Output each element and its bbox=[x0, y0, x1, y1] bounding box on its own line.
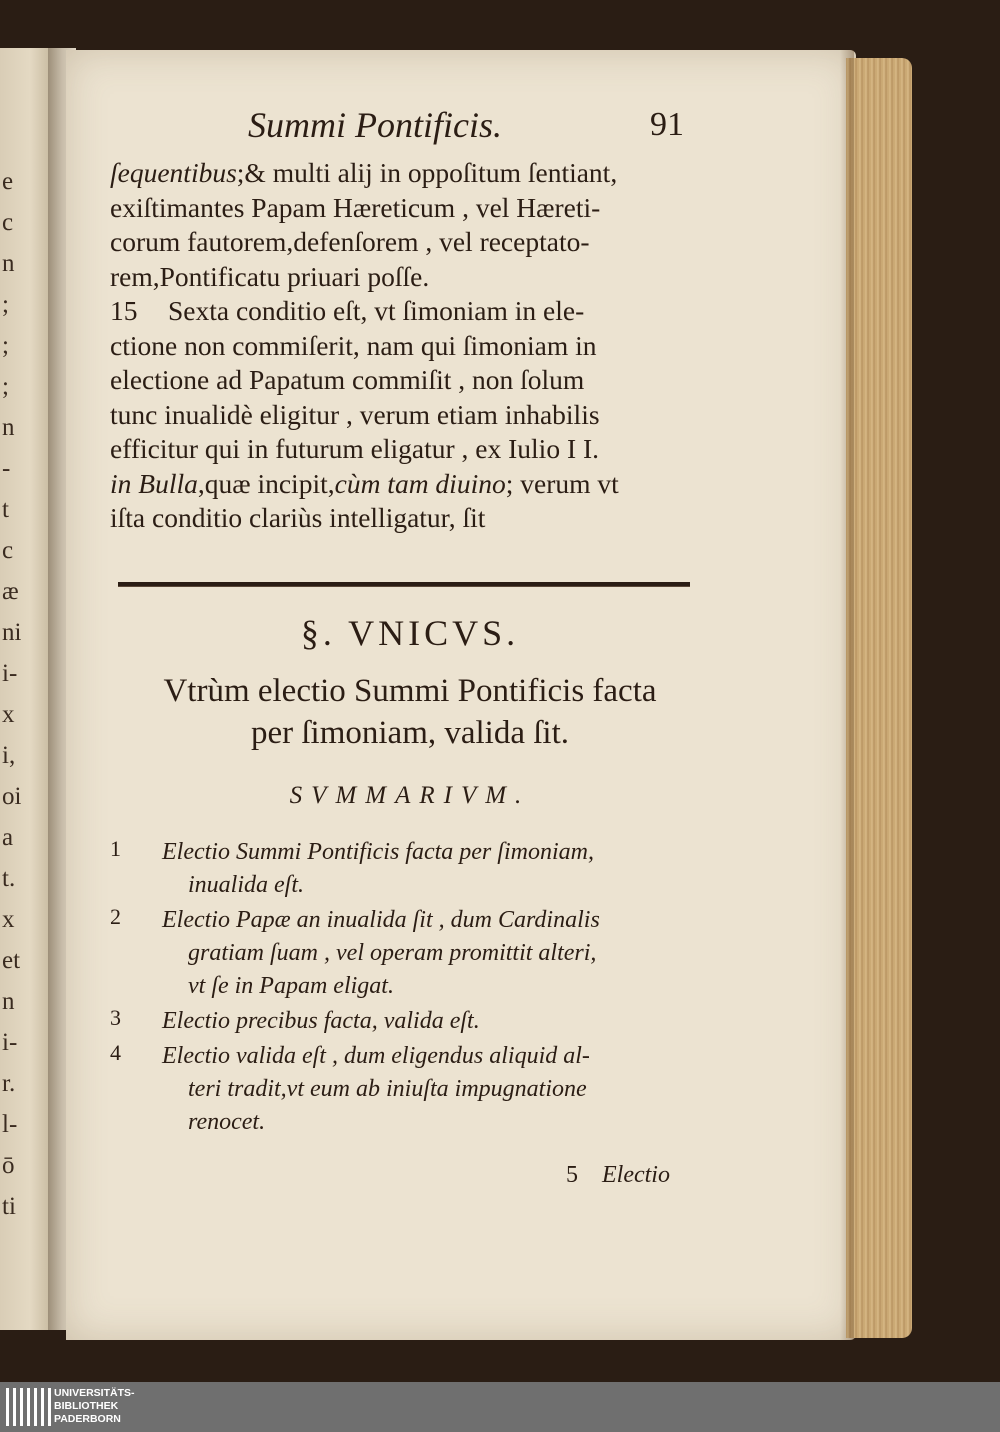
page-edge-shadow bbox=[840, 50, 854, 1340]
logo-line: UNIVERSITÄTS- bbox=[54, 1387, 135, 1399]
left-margin-char: n bbox=[2, 250, 15, 277]
summary-item bbox=[110, 836, 710, 902]
left-margin-char: n bbox=[2, 414, 15, 441]
summary-item-line: gratiam ſuam , vel operam promittit alteri, bbox=[188, 940, 597, 966]
paragraph-number: 15 bbox=[110, 295, 138, 326]
text-run: exiſtimantes Papam Hæreticum , vel Hæreti- bbox=[110, 191, 601, 223]
summary-item bbox=[110, 1040, 710, 1139]
left-margin-char: - bbox=[2, 455, 11, 482]
left-margin-char: e bbox=[2, 168, 14, 195]
text-run: in Bulla bbox=[110, 467, 198, 499]
page-edges bbox=[846, 58, 912, 1338]
text-run: iſta conditio clariùs intelligatur, ſit bbox=[110, 502, 486, 533]
section-title: §. VNICVS. bbox=[300, 613, 520, 653]
text-run: ;& multi alij in oppoſitum ſentiant, bbox=[236, 157, 618, 188]
text-run: ctione non commiſerit, nam qui ſimoniam in bbox=[110, 329, 597, 361]
summary-item-line: inualida eſt. bbox=[188, 872, 304, 898]
left-margin-char: x bbox=[2, 906, 15, 933]
logo-line: BIBLIOTHEK bbox=[54, 1400, 119, 1412]
left-margin-char: oi bbox=[2, 783, 22, 810]
left-margin-char: ; bbox=[2, 291, 9, 318]
body-text bbox=[110, 156, 710, 536]
body-line bbox=[110, 225, 710, 260]
library-logo-icon bbox=[6, 1388, 51, 1426]
summary-item-line: Electio precibus facta, valida eſt. bbox=[162, 1008, 480, 1034]
text-run: ſequentibus bbox=[110, 157, 237, 188]
body-line bbox=[110, 191, 710, 226]
library-logo-text bbox=[54, 1387, 135, 1426]
section-rule bbox=[118, 582, 690, 587]
left-margin-char: t bbox=[2, 496, 9, 523]
text-run: rem,Pontificatu priuari poſſe. bbox=[110, 260, 430, 292]
catchword-word: Electio bbox=[602, 1162, 670, 1188]
section-heading bbox=[110, 670, 710, 754]
body-line bbox=[110, 260, 710, 295]
text-run: ,quæ incipit, bbox=[197, 467, 335, 499]
running-head: Summi Pontificis. bbox=[248, 105, 502, 145]
text-run: electione ad Papatum commiſit , non ſolum bbox=[110, 364, 585, 395]
logo-line: PADERBORN bbox=[54, 1413, 121, 1425]
text-run: cùm tam diuino bbox=[334, 467, 506, 499]
summary-item-line: Electio Papæ an inualida ſit , dum Cardinalis bbox=[162, 907, 600, 933]
text-run: ; verum vt bbox=[505, 467, 619, 499]
left-margin-char: ; bbox=[2, 373, 9, 400]
left-page-edge bbox=[0, 48, 50, 1330]
catchword bbox=[566, 1162, 670, 1189]
summary-item bbox=[110, 904, 710, 1003]
left-margin-char: et bbox=[2, 947, 21, 974]
body-line bbox=[110, 363, 710, 398]
summary-item-line: Electio valida eſt , dum eligendus aliquid al- bbox=[162, 1043, 590, 1069]
left-margin-char: æ bbox=[2, 578, 19, 605]
left-margin-char: n bbox=[2, 988, 15, 1015]
heading-line: Vtrùm electio Summi Pontificis facta bbox=[163, 673, 657, 709]
summary-item-line: vt ſe in Papam eligat. bbox=[188, 973, 394, 999]
left-margin-char: ni bbox=[2, 619, 22, 646]
left-margin-char: t. bbox=[2, 865, 16, 892]
body-line bbox=[110, 156, 710, 191]
body-line bbox=[110, 294, 710, 329]
body-line bbox=[110, 432, 710, 467]
left-margin-char: c bbox=[2, 209, 14, 236]
heading-line: per ſimoniam, valida ſit. bbox=[250, 715, 569, 751]
left-margin-char: i- bbox=[2, 1029, 18, 1056]
left-margin-char: x bbox=[2, 701, 15, 728]
body-line bbox=[110, 398, 710, 433]
summary-item-line: Electio Summi Pontificis facta per ſimoniam, bbox=[162, 839, 594, 865]
body-line bbox=[110, 467, 710, 502]
left-margin-char: ; bbox=[2, 332, 9, 359]
page-text bbox=[110, 104, 710, 536]
text-run: tunc inualidè eligitur , verum etiam inhabilis bbox=[110, 398, 600, 430]
summary-list bbox=[110, 836, 710, 1141]
page-header bbox=[110, 104, 710, 156]
page-number: 91 bbox=[650, 106, 684, 143]
left-margin-char: r. bbox=[2, 1070, 16, 1097]
summary-item-number: 1 bbox=[110, 836, 121, 861]
left-margin-char: a bbox=[2, 824, 14, 851]
left-margin-char: i- bbox=[2, 660, 18, 687]
summary-item-line: renocet. bbox=[188, 1109, 266, 1135]
body-line bbox=[110, 501, 710, 536]
summarium-label: SVMMARIVM. bbox=[289, 782, 531, 809]
text-run: Sexta conditio eſt, vt ſimoniam in ele- bbox=[168, 295, 585, 326]
left-margin-char: l- bbox=[2, 1111, 18, 1138]
text-run: corum fautorem,defenſorem , vel receptato- bbox=[110, 226, 590, 257]
body-line bbox=[110, 329, 710, 364]
left-margin-char: ti bbox=[2, 1193, 16, 1220]
summary-item-number: 2 bbox=[110, 904, 121, 929]
summary-item-number: 4 bbox=[110, 1040, 121, 1065]
summary-item-number: 3 bbox=[110, 1005, 121, 1030]
library-footer bbox=[0, 1382, 1000, 1432]
catchword-number: 5 bbox=[566, 1162, 578, 1188]
left-margin-char: ō bbox=[2, 1152, 15, 1179]
summary-item-line: teri tradit,vt eum ab iniuſta impugnatione bbox=[188, 1076, 587, 1102]
left-margin-char: c bbox=[2, 537, 14, 564]
text-run: efficitur qui in futurum eligatur , ex Iulio I I. bbox=[110, 433, 600, 464]
summary-item bbox=[110, 1005, 710, 1038]
left-margin-char: i, bbox=[2, 742, 16, 769]
